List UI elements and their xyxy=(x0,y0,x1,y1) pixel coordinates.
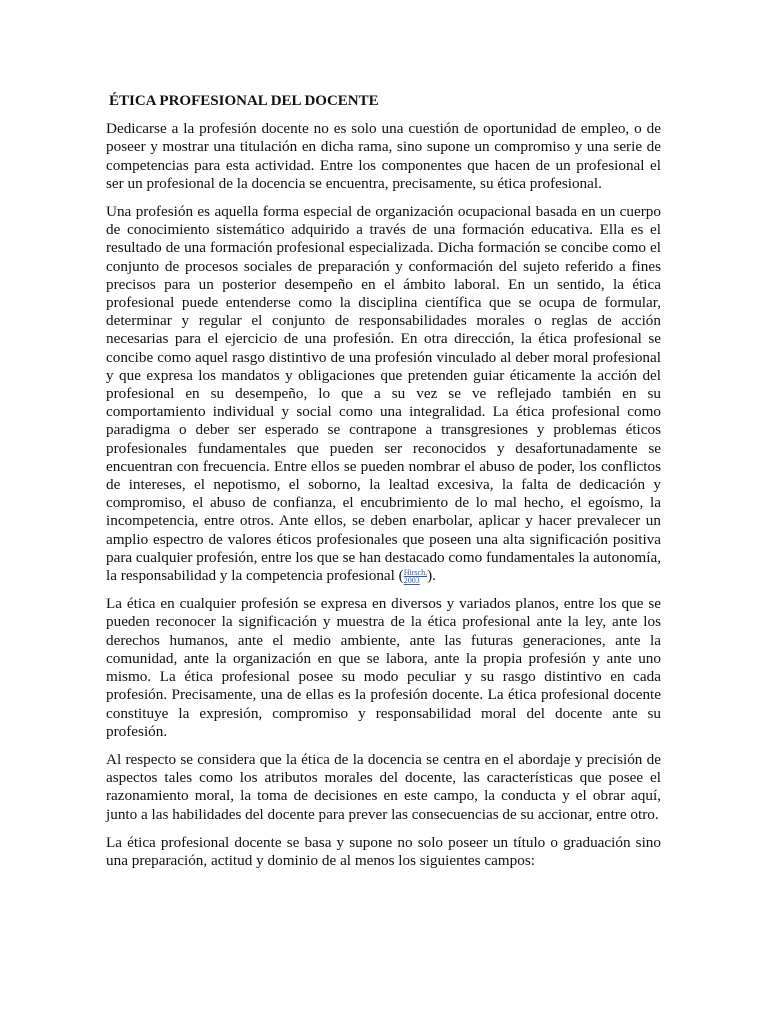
document-title: ÉTICA PROFESIONAL DEL DOCENTE xyxy=(109,93,379,109)
paragraph-4: Al respecto se considera que la ética de la docencia se centra en el abordaje y precisión de aspectos tales como los atributos morales del docente, las características que posee el razonamiento moral, la toma de decisiones en este campo, la conducta y el obrar aquí, junto a las habilidades del docente para prever las consecuencias de su accionar, entre otro. xyxy=(106,750,661,823)
paragraph-5: La ética profesional docente se basa y supone no solo poseer un título o graduación sino una preparación, actitud y dominio de al menos los siguientes campos: xyxy=(106,833,661,869)
paragraph-2 xyxy=(106,203,661,585)
document-page xyxy=(106,88,661,880)
citation-year: 2003 xyxy=(403,576,420,586)
paragraph-3: La ética en cualquier profesión se expresa en diversos y variados planos, entre los que se pueden reconocer la significación y muestra de la ética profesional ante la ley, ante los derechos humanos, ante el medio ambiente, ante las futuras generaciones, ante la comunidad, ante la organización en que se labora, ante la propia profesión y ante uno mismo. La ética profesional posee su modo peculiar y su rasgo distintivo en cada profesión. Precisamente, una de ellas es la profesión docente. La ética profesional docente constituye la expresión, compromiso y responsabilidad moral del docente ante su profesión. xyxy=(106,595,661,740)
citation-author: Hirsch, xyxy=(403,568,428,578)
citation-link[interactable] xyxy=(404,569,427,585)
paragraph-1: Dedicarse a la profesión docente no es solo una cuestión de oportunidad de empleo, o de poseer y mostrar una titulación en dicha rama, sino supone un compromiso y una serie de competencias para esta actividad. Entre los componentes que hacen de un profesional el ser un profesional de la docencia se encuentra, precisamente, su ética profesional. xyxy=(106,120,661,192)
paragraph-2-text: Una profesión es aquella forma especial de organización ocupacional basada en un cuerpo de conocimiento sistemático adquirido a través de una formación educativa. Ella es el resultado de una formación profesional especializada. Dicha formación se concibe como el conjunto de procesos sociales de preparación y conformación del sujeto referido a fines precisos para un posterior desempeño en el ámbito laboral. En un sentido, la ética profesional puede entenderse como la disciplina científica que se ocupa de formular, determinar y regular el conjunto de responsabilidades morales o reglas de acción necesarias para el ejercicio de una profesión. En otra dirección, la ética profesional se concibe como aquel rasgo distintivo de una profesión vinculado al deber moral profesional y que expresa los mandatos y obligaciones que pretenden guiar éticamente la acción del profesional en su desempeño, lo que a su vez se ve reflejado también en su comportamiento individual y social como una integralidad. La ética profesional como paradigma o deber ser esperado se contrapone a transgresiones y problemas éticos profesionales fundamentales que pueden ser reconocidos y desafortunadamente se encuentran con frecuencia. Entre ellos se pueden nombrar el abuso de poder, los conflictos de intereses, el nepotismo, el soborno, la lealtad excesiva, la falta de dedicación y compromiso, el abuso de confianza, el encubrimiento de lo mal hecho, el egoísmo, la incompetencia, entre otros. Ante ellos, se deben enarbolar, aplicar y hacer prevalecer un amplio espectro de valores éticos profesionales que poseen una alta significación positiva para cualquier profesión, entre los que se han destacado como fundamentales la autonomía, la responsabilidad y la competencia profesional ( xyxy=(106,203,661,585)
citation-closing: ). xyxy=(427,567,436,585)
